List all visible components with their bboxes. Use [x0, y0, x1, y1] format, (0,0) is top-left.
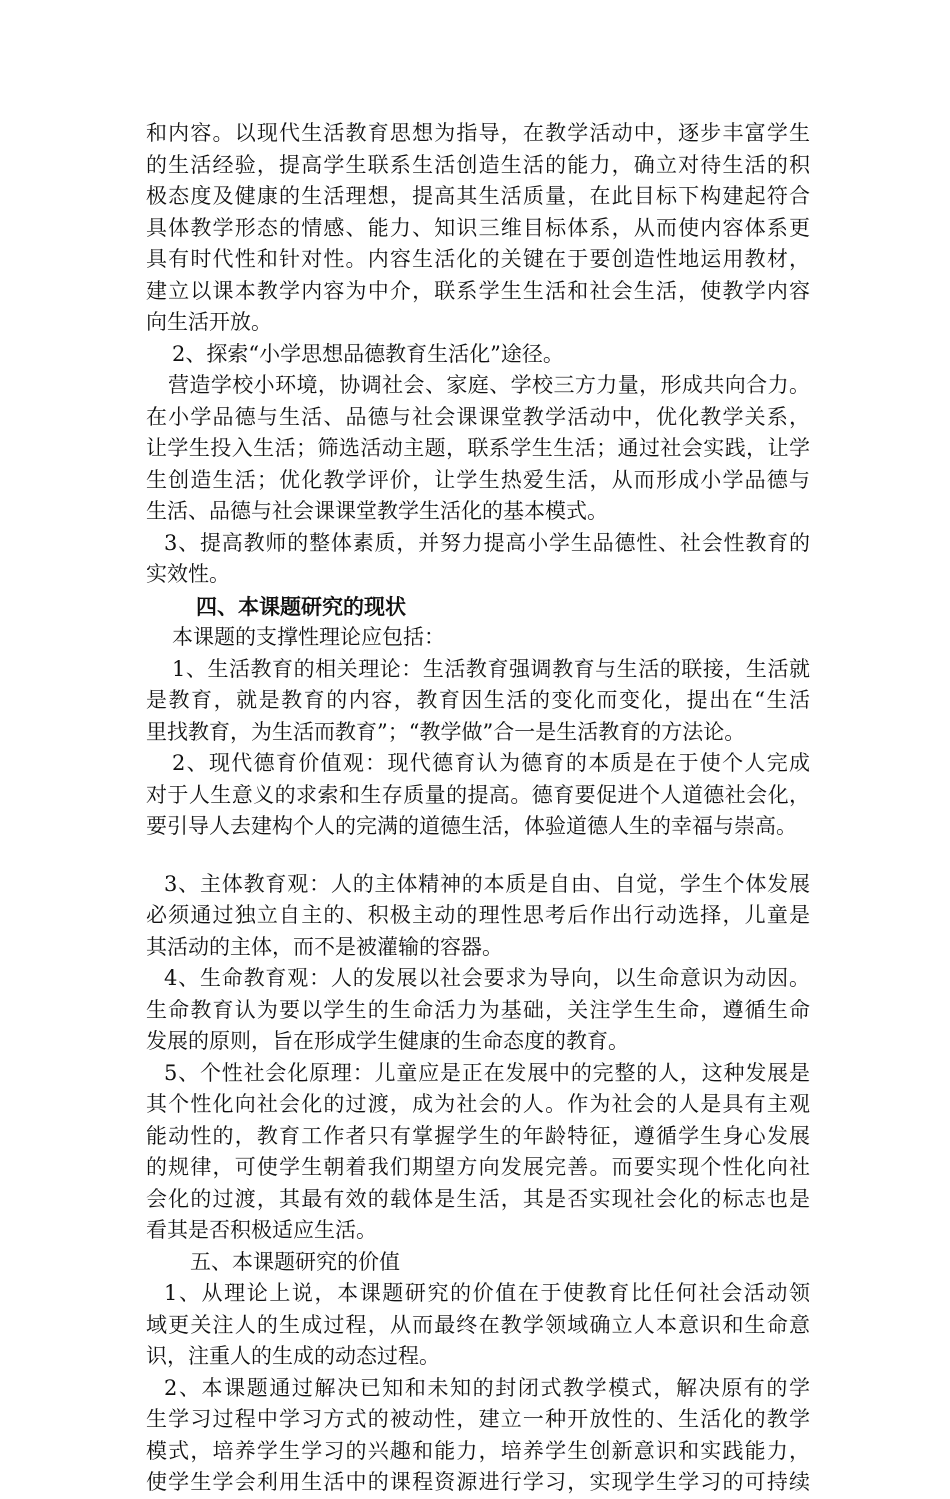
text-line: 生活、品德与社会课课堂教学生活化的基本模式。	[146, 499, 608, 523]
text-line: 要引导人去建构个人的完满的道德生活，体验道德人生的幸福与崇高。	[146, 814, 797, 838]
text-line: 的生活经验，提高学生联系生活创造生活的能力，确立对待生活的积	[146, 152, 810, 177]
text-line: 5、个性社会化原理：儿童应是正在发展中的完整的人，这种发展是	[164, 1060, 810, 1085]
text-line: 必须通过独立自主的、积极主动的理性思考后作出行动选择，儿童是	[146, 903, 810, 927]
text-line: 极态度及健康的生活理想，提高其生活质量，在此目标下构建起符合	[146, 184, 810, 208]
text-line: 发展的原则，旨在形成学生健康的生命态度的教育。	[146, 1029, 629, 1053]
text-line: 识，注重人的生成的动态过程。	[146, 1344, 440, 1368]
blank-line	[146, 843, 810, 869]
text-line: 其个性化向社会化的过渡，成为社会的人。作为社会的人是具有主观	[146, 1092, 810, 1116]
text-line: 3、主体教育观：人的主体精神的本质是自由、自觉，学生个体发展	[164, 871, 810, 896]
text-line: 3、提高教师的整体素质，并努力提高小学生品德性、社会性教育的	[164, 530, 810, 555]
text-line: 向生活开放。	[146, 310, 272, 334]
text-line: 2、现代德育价值观：现代德育认为德育的本质是在于使个人完成	[172, 751, 810, 775]
text-line: 的规律，可使学生朝着我们期望方向发展完善。而要实现个性化向社	[146, 1155, 810, 1179]
text-line: 2、本课题通过解决已知和未知的封闭式教学模式，解决原有的学	[164, 1375, 810, 1400]
text-line: 能动性的，教育工作者只有掌握学生的年龄特征，遵循学生身心发展	[146, 1123, 810, 1148]
text-line: 建立以课本教学内容为中介，联系学生生活和社会生活，使教学内容	[146, 278, 810, 303]
text-line: 生命教育认为要以学生的生命活力为基础，关注学生生命，遵循生命	[146, 997, 810, 1022]
text-line: 会化的过渡，其最有效的载体是生活，其是否实现社会化的标志也是	[146, 1186, 810, 1211]
text-line: 营造学校小环境，协调社会、家庭、学校三方力量，形成共向合力。	[168, 373, 810, 397]
text-line: 对于人生意义的求索和生存质量的提高。德育要促进个人道德社会化，	[146, 782, 810, 807]
text-line: 本课题的支撑性理论应包括：	[172, 625, 445, 649]
text-line: 域更关注人的生成过程，从而最终在教学领域确立人本意识和生命意	[146, 1312, 810, 1337]
text-line: 在小学品德与生活、品德与社会课课堂教学活动中，优化教学关系，	[146, 404, 810, 429]
text-line: 实效性。	[146, 562, 230, 586]
text-line: 模式，培养学生学习的兴趣和能力，培养学生创新意识和实践能力，	[146, 1438, 810, 1463]
text-line: 五、本课题研究的价值	[190, 1249, 400, 1274]
text-line: 是教育，就是教育的内容，教育因生活的变化而变化，提出在“生活	[146, 688, 810, 712]
text-line: 其活动的主体，而不是被灌输的容器。	[146, 934, 503, 959]
text-line: 具有时代性和针对性。内容生活化的关键在于要创造性地运用教材，	[146, 247, 810, 271]
text-line: 使学生学会利用生活中的课程资源进行学习，实现学生学习的可持续	[146, 1470, 810, 1494]
text-line: 1、从理论上说，本课题研究的价值在于使教育比任何社会活动领	[164, 1281, 810, 1305]
text-line: 生学习过程中学习方式的被动性，建立一种开放性的、生活化的教学	[146, 1407, 810, 1431]
document-page	[146, 118, 810, 1499]
text-line: 让学生投入生活；筛选活动主题，联系学生生活；通过社会实践，让学	[146, 436, 810, 460]
text-line: 里找教育，为生活而教育”；“教学做”合一是生活教育的方法论。	[146, 719, 746, 744]
text-line: 2、探索“小学思想品德教育生活化”途径。	[172, 341, 564, 366]
text-line: 看其是否积极适应生活。	[146, 1218, 377, 1242]
text-line: 和内容。以现代生活教育思想为指导，在教学活动中，逐步丰富学生	[146, 121, 810, 145]
text-line: 生创造生活；优化教学评价，让学生热爱生活，从而形成小学品德与	[146, 467, 810, 492]
text-line: 具体教学形态的情感、能力、知识三维目标体系，从而使内容体系更	[146, 215, 810, 240]
text-line: 4、生命教育观：人的发展以社会要求为导向，以生命意识为动因。	[164, 966, 810, 990]
text-line: 1、生活教育的相关理论：生活教育强调教育与生活的联接，生活就	[172, 656, 810, 681]
section-heading: 四、本课题研究的现状	[196, 593, 406, 619]
